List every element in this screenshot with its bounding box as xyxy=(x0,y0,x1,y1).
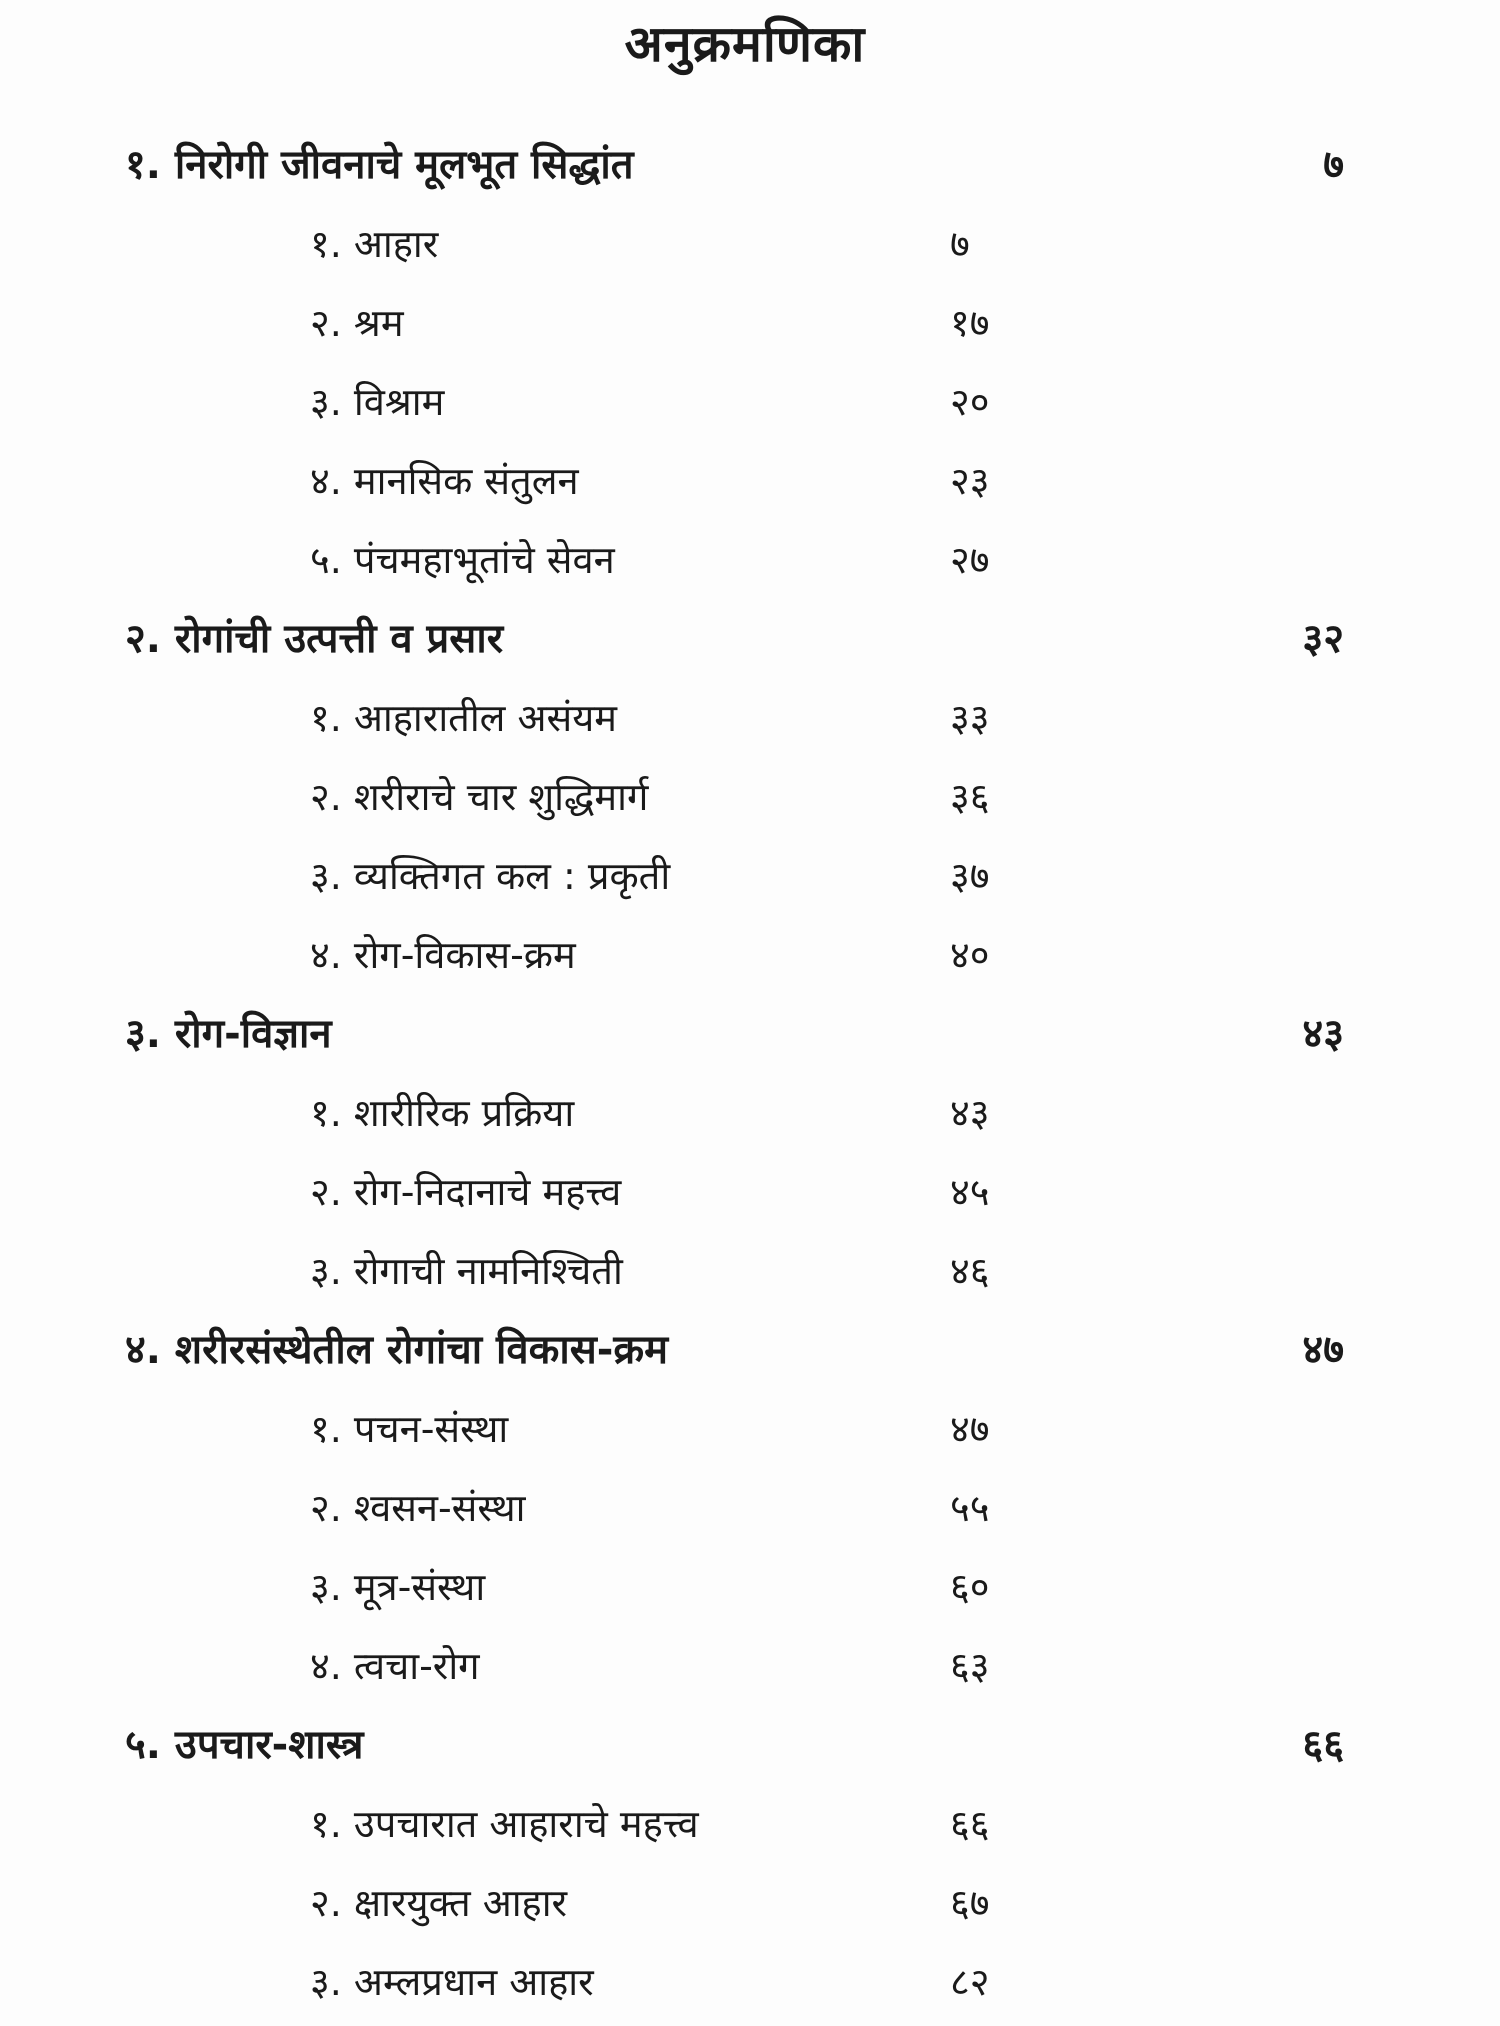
section-page-number: ३७ xyxy=(950,854,990,898)
toc-section xyxy=(0,1789,1500,1868)
section-page-number: ६३ xyxy=(950,1644,990,1688)
section-title: १. शारीरिक प्रक्रिया xyxy=(310,1091,575,1135)
section-page-number: ४७ xyxy=(950,1407,990,1451)
section-page-number: ४३ xyxy=(950,1091,990,1135)
toc-section xyxy=(0,525,1500,604)
section-page-number: ५५ xyxy=(950,1486,990,1530)
chapter-title: ५. उपचार-शास्त्र xyxy=(125,1722,364,1768)
section-page-number: ४० xyxy=(950,933,990,977)
section-page-number: ४६ xyxy=(950,1249,990,1293)
toc-section xyxy=(0,1078,1500,1157)
section-title: ३. विश्राम xyxy=(310,380,445,424)
section-page-number: २० xyxy=(950,380,990,424)
section-title: १. उपचारात आहाराचे महत्त्व xyxy=(310,1802,699,1846)
section-title: २. रोग-निदानाचे महत्त्व xyxy=(310,1170,622,1214)
section-page-number: ८२ xyxy=(950,1960,990,2004)
toc-section xyxy=(0,1868,1500,1947)
section-title: ४. मानसिक संतुलन xyxy=(310,459,579,503)
section-page-number: २३ xyxy=(950,459,990,503)
toc-section xyxy=(0,1552,1500,1631)
chapter-page-number: ७ xyxy=(1323,142,1344,188)
section-page-number: २७ xyxy=(950,538,990,582)
toc-section xyxy=(0,1631,1500,1710)
toc-section xyxy=(0,920,1500,999)
chapter-page-number: ४३ xyxy=(1302,1011,1344,1057)
toc-section xyxy=(0,367,1500,446)
toc-chapter xyxy=(0,999,1500,1078)
section-title: ३. मूत्र-संस्था xyxy=(310,1565,486,1609)
section-page-number: ३६ xyxy=(950,775,990,819)
section-title: ५. पंचमहाभूतांचे सेवन xyxy=(310,538,615,582)
toc-chapter xyxy=(0,130,1500,209)
toc-section xyxy=(0,683,1500,762)
table-of-contents xyxy=(0,130,1500,2026)
section-page-number: ६६ xyxy=(950,1802,990,1846)
chapter-page-number: ६६ xyxy=(1302,1722,1344,1768)
toc-section xyxy=(0,1394,1500,1473)
section-page-number: १७ xyxy=(950,301,990,345)
section-title: ३. रोगाची नामनिश्चिती xyxy=(310,1249,623,1293)
section-title: २. श्वसन-संस्था xyxy=(310,1486,526,1530)
toc-chapter xyxy=(0,604,1500,683)
section-title: ४. रोग-विकास-क्रम xyxy=(310,933,576,977)
toc-section xyxy=(0,1236,1500,1315)
chapter-title: २. रोगांची उत्पत्ती व प्रसार xyxy=(125,616,504,662)
section-title: १. आहारातील असंयम xyxy=(310,696,617,740)
section-page-number: ६० xyxy=(950,1565,990,1609)
section-title: १. पचन-संस्था xyxy=(310,1407,509,1451)
section-title: २. शरीराचे चार शुद्धिमार्ग xyxy=(310,775,649,819)
toc-chapter xyxy=(0,1315,1500,1394)
toc-section xyxy=(0,1947,1500,2026)
toc-section xyxy=(0,1157,1500,1236)
section-title: ३. अम्लप्रधान आहार xyxy=(310,1960,594,2004)
section-title: ४. त्वचा-रोग xyxy=(310,1644,480,1688)
section-title: ३. व्यक्तिगत कल : प्रकृती xyxy=(310,854,671,898)
chapter-title: ३. रोग-विज्ञान xyxy=(125,1011,332,1057)
toc-section xyxy=(0,841,1500,920)
page-title: अनुक्रमणिका xyxy=(624,15,866,73)
chapter-title: ४. शरीरसंस्थेतील रोगांचा विकास-क्रम xyxy=(125,1327,669,1373)
section-title: २. क्षारयुक्त आहार xyxy=(310,1881,568,1925)
section-page-number: ६७ xyxy=(950,1881,990,1925)
toc-section xyxy=(0,288,1500,367)
chapter-page-number: ३२ xyxy=(1302,616,1344,662)
section-page-number: ४५ xyxy=(950,1170,990,1214)
toc-section xyxy=(0,446,1500,525)
section-title: २. श्रम xyxy=(310,301,404,345)
toc-section xyxy=(0,1473,1500,1552)
toc-chapter xyxy=(0,1710,1500,1789)
toc-section xyxy=(0,762,1500,841)
section-page-number: ३३ xyxy=(950,696,990,740)
chapter-title: १. निरोगी जीवनाचे मूलभूत सिद्धांत xyxy=(125,142,634,188)
chapter-page-number: ४७ xyxy=(1302,1327,1344,1373)
toc-section xyxy=(0,209,1500,288)
section-title: १. आहार xyxy=(310,222,439,266)
section-page-number: ७ xyxy=(950,222,970,266)
